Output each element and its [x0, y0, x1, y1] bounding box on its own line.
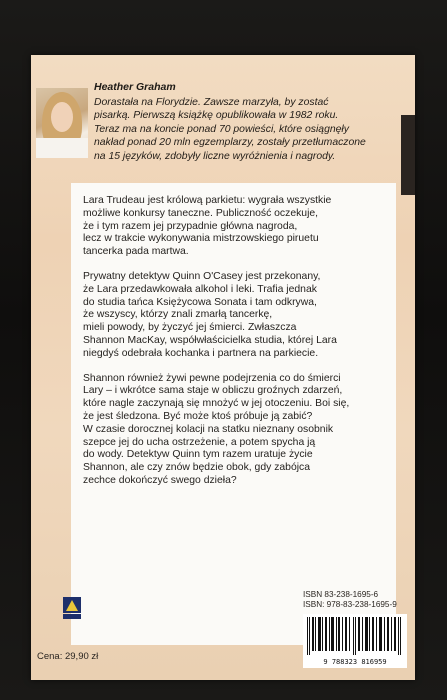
author-photo-shirt — [36, 138, 88, 158]
author-bio-line: pisarką. Pierwszą książkę opublikowała w 1982 roku. — [94, 110, 339, 122]
blurb-panel — [71, 183, 396, 645]
blurb-line: że wszyscy, którzy znali zmarłą tancerkę, — [83, 309, 273, 321]
blurb-line: że i tym razem jej przypadnie główna nagroda, — [83, 220, 298, 232]
blurb-line: lecz w trakcie wykonywania mistrzowskiego piruetu — [83, 233, 319, 245]
barcode-digits: 9 788323 816959 — [323, 658, 387, 666]
blurb-line: Shannon, ale czy znów będzie obok, gdy zabójca — [83, 462, 311, 474]
blurb-line: do studia tańca Księżycowa Sonata i tam odkrywa, — [83, 296, 317, 308]
mira-logo-icon — [61, 595, 83, 621]
book-back-cover — [31, 55, 415, 680]
blurb-text — [83, 195, 398, 500]
blurb-line: Shannon MacKay, współwłaścicielka studia, której Lara — [83, 334, 337, 346]
author-name: Heather Graham — [94, 81, 176, 93]
blurb-line: zechce dokończyć swego dzieła? — [83, 474, 237, 486]
isbn-13: ISBN: 978-83-238-1695-9 — [303, 600, 397, 609]
blurb-line: możliwe konkursy taneczne. Publiczność oczekuje, — [83, 207, 319, 219]
price-label: Cena: 29,90 zł — [37, 651, 99, 662]
author-bio-line: Dorastała na Florydzie. Zawsze marzyła, by zostać — [94, 97, 329, 108]
isbn-section — [303, 590, 413, 668]
blurb-line: mieli powody, by życzyć jej śmierci. Zwłaszcza — [83, 322, 297, 334]
author-bio-line: nakład ponad 20 mln egzemplarzy, zostały przetłumaczone — [94, 137, 366, 149]
blurb-line: Shannon również żywi pewne podejrzenia co do śmierci — [83, 372, 341, 384]
blurb-line: Lara Trudeau jest królową parkietu: wygrała wszystkie — [83, 195, 332, 206]
blurb-line: Prywatny detektyw Quinn O'Casey jest przekonany, — [83, 270, 321, 282]
author-section — [36, 81, 408, 187]
isbn-10: ISBN 83-238-1695-6 — [303, 590, 379, 599]
author-photo-face — [51, 102, 73, 132]
blurb-paragraph — [83, 373, 398, 488]
blurb-paragraph — [83, 271, 398, 361]
blurb-line: że Lara przedawkowała alkohol i leki. Trafia jednak — [83, 283, 317, 295]
blurb-line: Lary – i wkrótce sama staje w obliczu groźnych zdarzeń, — [83, 385, 343, 397]
blurb-line: że jest śledzona. Być może ktoś próbuje ją zabić? — [83, 410, 313, 422]
blurb-line: do wody. Detektyw Quinn tym razem uratuje życie — [83, 449, 313, 461]
blurb-paragraph — [83, 195, 398, 259]
barcode — [303, 614, 407, 668]
author-bio-line: Teraz ma na koncie ponad 70 powieści, które osiągnęły — [94, 123, 349, 135]
author-bio-line: na 15 języków, zdobyły liczne wyróżnienia i nagrody. — [94, 150, 336, 162]
author-bio — [94, 96, 414, 163]
blurb-line: W czasie dorocznej kolacji na statku nieznany osobnik — [83, 423, 334, 435]
blurb-line: które nagle zaczynają się mnożyć w jej otoczeniu. Boi się, — [83, 398, 350, 410]
blurb-line: niegdyś odebrała kochanka i partnera na parkiecie. — [83, 347, 319, 359]
blurb-line: tancerka pada martwa. — [83, 246, 189, 258]
author-photo — [36, 88, 88, 158]
barcode-bars-icon — [307, 617, 403, 655]
blurb-line: szepce jej do ucha ostrzeżenie, a potem spycha ją — [83, 436, 316, 448]
